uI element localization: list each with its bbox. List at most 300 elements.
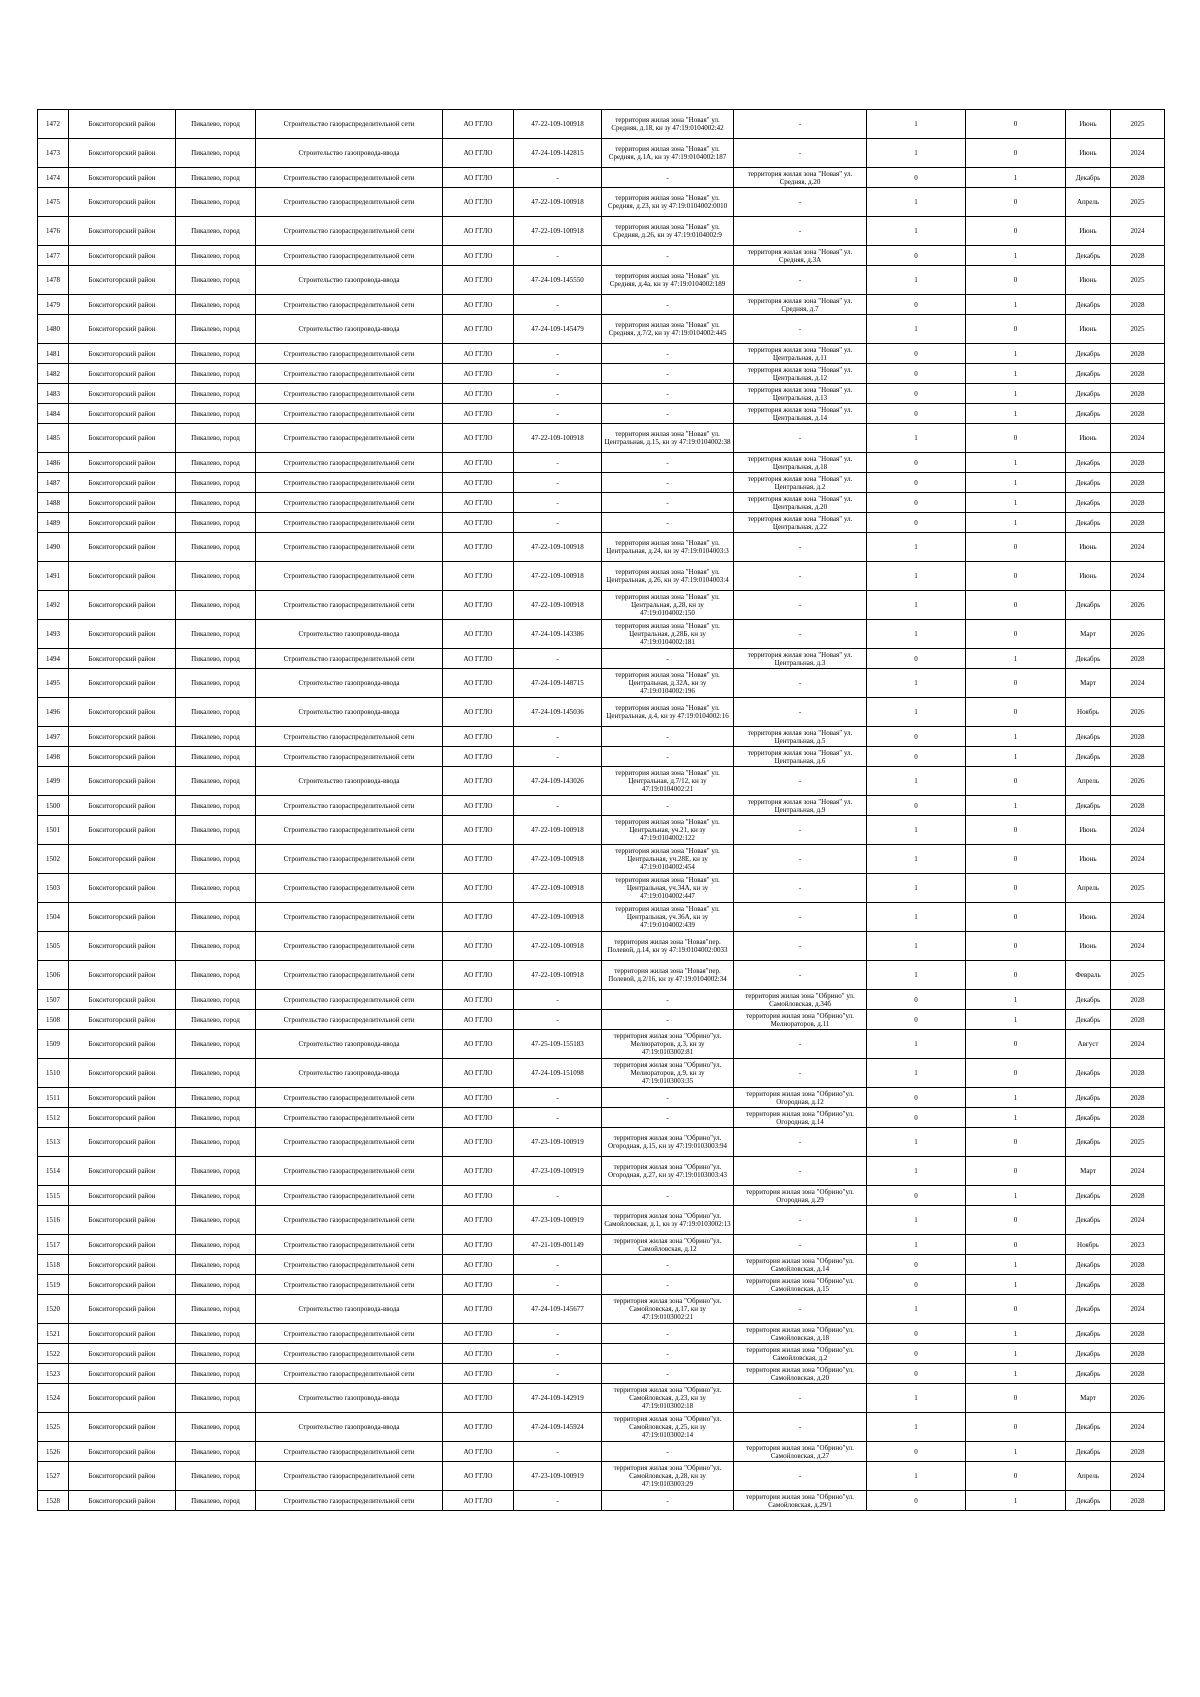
row-number-cell: 1516: [38, 1206, 69, 1235]
year-cell: 2024: [1111, 1030, 1165, 1059]
count-a-cell: 1: [867, 1235, 966, 1255]
row-number-cell: 1499: [38, 767, 69, 796]
row-number-cell: 1490: [38, 533, 69, 562]
contract-code-cell: -: [514, 295, 602, 315]
row-number-cell: 1487: [38, 473, 69, 493]
count-b-cell: 0: [966, 816, 1066, 845]
count-a-cell: 1: [867, 1462, 966, 1491]
address-with-cadastral-cell: -: [602, 796, 734, 816]
count-b-cell: 1: [966, 246, 1066, 266]
year-cell: 2028: [1111, 344, 1165, 364]
district-cell: Бокситогорский район: [69, 1364, 176, 1384]
year-cell: 2028: [1111, 796, 1165, 816]
table-row: [38, 384, 1165, 404]
month-cell: Июнь: [1066, 139, 1111, 168]
count-b-cell: 0: [966, 932, 1066, 961]
row-number-cell: 1498: [38, 747, 69, 767]
address-planned-cell: территория жилая зона "Новая" ул. Средняя, д.7: [734, 295, 867, 315]
work-type-cell: Строительство газопровода-ввода: [256, 1295, 443, 1324]
district-cell: Бокситогорский район: [69, 364, 176, 384]
count-a-cell: 1: [867, 1413, 966, 1442]
count-b-cell: 1: [966, 384, 1066, 404]
organization-cell: АО ГГЛО: [443, 874, 514, 903]
locality-cell: Пикалево, город: [176, 796, 256, 816]
count-a-cell: 0: [867, 1442, 966, 1462]
count-a-cell: 0: [867, 1324, 966, 1344]
table-row: [38, 188, 1165, 217]
address-with-cadastral-cell: территория жилая зона "Новая" ул. Центральная, д.26, кн зу 47:19:0104003:4: [602, 562, 734, 591]
work-type-cell: Строительство газораспределительной сети: [256, 1255, 443, 1275]
work-type-cell: Строительство газораспределительной сети: [256, 1128, 443, 1157]
count-b-cell: 0: [966, 1206, 1066, 1235]
locality-cell: Пикалево, город: [176, 315, 256, 344]
month-cell: Декабрь: [1066, 1206, 1111, 1235]
table-row: [38, 424, 1165, 453]
table-row: [38, 1295, 1165, 1324]
month-cell: Декабрь: [1066, 1275, 1111, 1295]
locality-cell: Пикалево, город: [176, 1275, 256, 1295]
row-number-cell: 1481: [38, 344, 69, 364]
work-type-cell: Строительство газораспределительной сети: [256, 1088, 443, 1108]
work-type-cell: Строительство газораспределительной сети: [256, 932, 443, 961]
district-cell: Бокситогорский район: [69, 1491, 176, 1511]
organization-cell: АО ГГЛО: [443, 932, 514, 961]
count-b-cell: 1: [966, 364, 1066, 384]
organization-cell: АО ГГЛО: [443, 1442, 514, 1462]
address-planned-cell: -: [734, 1128, 867, 1157]
district-cell: Бокситогорский район: [69, 903, 176, 932]
work-type-cell: Строительство газораспределительной сети: [256, 295, 443, 315]
contract-code-cell: 47-21-109-001149: [514, 1235, 602, 1255]
address-with-cadastral-cell: территория жилая зона "Новая" ул. Центральная, уч.21, кн зу 47:19:0104002:122: [602, 816, 734, 845]
locality-cell: Пикалево, город: [176, 845, 256, 874]
table-row: [38, 493, 1165, 513]
table-row: [38, 344, 1165, 364]
count-b-cell: 0: [966, 767, 1066, 796]
count-a-cell: 1: [867, 217, 966, 246]
count-b-cell: 0: [966, 533, 1066, 562]
count-b-cell: 1: [966, 1186, 1066, 1206]
year-cell: 2026: [1111, 767, 1165, 796]
row-number-cell: 1524: [38, 1384, 69, 1413]
address-planned-cell: территория жилая зона "Обрино"ул. Мелиораторов, д.11: [734, 1010, 867, 1030]
year-cell: 2028: [1111, 1491, 1165, 1511]
month-cell: Декабрь: [1066, 649, 1111, 669]
organization-cell: АО ГГЛО: [443, 1059, 514, 1088]
count-b-cell: 0: [966, 110, 1066, 139]
address-planned-cell: территория жилая зона "Новая" ул. Центральная, д.14: [734, 404, 867, 424]
work-type-cell: Строительство газопровода-ввода: [256, 698, 443, 727]
count-a-cell: 1: [867, 816, 966, 845]
address-planned-cell: территория жилая зона "Новая" ул. Центральная, д.12: [734, 364, 867, 384]
address-planned-cell: -: [734, 1030, 867, 1059]
contract-code-cell: -: [514, 1088, 602, 1108]
contract-code-cell: -: [514, 1186, 602, 1206]
address-with-cadastral-cell: -: [602, 384, 734, 404]
locality-cell: Пикалево, город: [176, 1364, 256, 1384]
year-cell: 2024: [1111, 1295, 1165, 1324]
year-cell: 2024: [1111, 562, 1165, 591]
month-cell: Март: [1066, 1384, 1111, 1413]
address-planned-cell: -: [734, 845, 867, 874]
month-cell: Август: [1066, 1030, 1111, 1059]
year-cell: 2028: [1111, 404, 1165, 424]
district-cell: Бокситогорский район: [69, 1344, 176, 1364]
month-cell: Декабрь: [1066, 1108, 1111, 1128]
work-type-cell: Строительство газораспределительной сети: [256, 990, 443, 1010]
year-cell: 2028: [1111, 364, 1165, 384]
locality-cell: Пикалево, город: [176, 493, 256, 513]
address-planned-cell: -: [734, 266, 867, 295]
district-cell: Бокситогорский район: [69, 767, 176, 796]
count-b-cell: 0: [966, 315, 1066, 344]
work-type-cell: Строительство газораспределительной сети: [256, 1462, 443, 1491]
organization-cell: АО ГГЛО: [443, 1157, 514, 1186]
count-a-cell: 0: [867, 1108, 966, 1128]
contract-code-cell: 47-24-109-143386: [514, 620, 602, 649]
year-cell: 2024: [1111, 845, 1165, 874]
row-number-cell: 1528: [38, 1491, 69, 1511]
address-with-cadastral-cell: -: [602, 453, 734, 473]
count-a-cell: 0: [867, 1088, 966, 1108]
contract-code-cell: 47-22-109-100918: [514, 845, 602, 874]
work-type-cell: Строительство газораспределительной сети: [256, 384, 443, 404]
address-with-cadastral-cell: -: [602, 344, 734, 364]
count-a-cell: 0: [867, 404, 966, 424]
locality-cell: Пикалево, город: [176, 424, 256, 453]
contract-code-cell: -: [514, 1442, 602, 1462]
year-cell: 2028: [1111, 1324, 1165, 1344]
year-cell: 2024: [1111, 932, 1165, 961]
table-row: [38, 295, 1165, 315]
year-cell: 2026: [1111, 698, 1165, 727]
contract-code-cell: 47-24-109-151098: [514, 1059, 602, 1088]
locality-cell: Пикалево, город: [176, 453, 256, 473]
row-number-cell: 1486: [38, 453, 69, 473]
locality-cell: Пикалево, город: [176, 932, 256, 961]
address-with-cadastral-cell: -: [602, 1344, 734, 1364]
count-b-cell: 0: [966, 669, 1066, 698]
address-planned-cell: -: [734, 698, 867, 727]
month-cell: Июнь: [1066, 266, 1111, 295]
contract-code-cell: -: [514, 990, 602, 1010]
organization-cell: АО ГГЛО: [443, 404, 514, 424]
count-a-cell: 1: [867, 1384, 966, 1413]
district-cell: Бокситогорский район: [69, 168, 176, 188]
count-b-cell: 0: [966, 188, 1066, 217]
row-number-cell: 1508: [38, 1010, 69, 1030]
row-number-cell: 1523: [38, 1364, 69, 1384]
count-a-cell: 1: [867, 110, 966, 139]
address-with-cadastral-cell: -: [602, 1010, 734, 1030]
locality-cell: Пикалево, город: [176, 110, 256, 139]
district-cell: Бокситогорский район: [69, 1442, 176, 1462]
contract-code-cell: 47-22-109-100918: [514, 816, 602, 845]
address-with-cadastral-cell: -: [602, 493, 734, 513]
district-cell: Бокситогорский район: [69, 384, 176, 404]
address-with-cadastral-cell: территория жилая зона "Новая" ул. Средняя, д.7/2, кн зу 47:19:0104002:445: [602, 315, 734, 344]
year-cell: 2025: [1111, 188, 1165, 217]
locality-cell: Пикалево, город: [176, 669, 256, 698]
district-cell: Бокситогорский район: [69, 1059, 176, 1088]
month-cell: Июнь: [1066, 217, 1111, 246]
address-with-cadastral-cell: территория жилая зона "Новая" ул. Центральная, д.15, кн зу 47:19:0104002:38: [602, 424, 734, 453]
row-number-cell: 1473: [38, 139, 69, 168]
work-type-cell: Строительство газопровода-ввода: [256, 669, 443, 698]
contract-code-cell: -: [514, 384, 602, 404]
address-with-cadastral-cell: территория жилая зона "Новая" ул. Средняя, д.26, кн зу 47:19:0104002:9: [602, 217, 734, 246]
locality-cell: Пикалево, город: [176, 1462, 256, 1491]
count-b-cell: 0: [966, 217, 1066, 246]
contract-code-cell: 47-24-109-142919: [514, 1384, 602, 1413]
locality-cell: Пикалево, город: [176, 364, 256, 384]
address-with-cadastral-cell: территория жилая зона "Новая" ул. Средняя, д.4а, кн зу 47:19:0104002:189: [602, 266, 734, 295]
row-number-cell: 1482: [38, 364, 69, 384]
address-with-cadastral-cell: территория жилая зона "Обрино"ул. Самойловская, д.17, кн зу 47:19:0103002:21: [602, 1295, 734, 1324]
contract-code-cell: -: [514, 1010, 602, 1030]
organization-cell: АО ГГЛО: [443, 453, 514, 473]
row-number-cell: 1512: [38, 1108, 69, 1128]
table-row: [38, 591, 1165, 620]
locality-cell: Пикалево, город: [176, 266, 256, 295]
count-b-cell: 1: [966, 473, 1066, 493]
contract-code-cell: 47-24-109-142815: [514, 139, 602, 168]
organization-cell: АО ГГЛО: [443, 669, 514, 698]
address-with-cadastral-cell: -: [602, 990, 734, 1010]
table-row: [38, 1344, 1165, 1364]
contract-code-cell: 47-23-109-100919: [514, 1157, 602, 1186]
address-with-cadastral-cell: -: [602, 727, 734, 747]
district-cell: Бокситогорский район: [69, 453, 176, 473]
contract-code-cell: 47-22-109-100918: [514, 562, 602, 591]
year-cell: 2024: [1111, 816, 1165, 845]
contract-code-cell: 47-25-109-155183: [514, 1030, 602, 1059]
district-cell: Бокситогорский район: [69, 796, 176, 816]
table-row: [38, 1186, 1165, 1206]
table-row: [38, 246, 1165, 266]
count-a-cell: 1: [867, 767, 966, 796]
table-row: [38, 1442, 1165, 1462]
row-number-cell: 1495: [38, 669, 69, 698]
district-cell: Бокситогорский район: [69, 246, 176, 266]
work-type-cell: Строительство газораспределительной сети: [256, 1324, 443, 1344]
organization-cell: АО ГГЛО: [443, 424, 514, 453]
district-cell: Бокситогорский район: [69, 1157, 176, 1186]
year-cell: 2028: [1111, 1364, 1165, 1384]
address-with-cadastral-cell: -: [602, 747, 734, 767]
organization-cell: АО ГГЛО: [443, 1275, 514, 1295]
year-cell: 2028: [1111, 747, 1165, 767]
district-cell: Бокситогорский район: [69, 473, 176, 493]
month-cell: Декабрь: [1066, 747, 1111, 767]
count-a-cell: 1: [867, 1295, 966, 1324]
locality-cell: Пикалево, город: [176, 344, 256, 364]
year-cell: 2028: [1111, 1186, 1165, 1206]
organization-cell: АО ГГЛО: [443, 266, 514, 295]
month-cell: Декабрь: [1066, 1324, 1111, 1344]
count-b-cell: 1: [966, 168, 1066, 188]
contract-code-cell: -: [514, 168, 602, 188]
address-planned-cell: территория жилая зона "Новая" ул. Центральная, д.9: [734, 796, 867, 816]
locality-cell: Пикалево, город: [176, 649, 256, 669]
locality-cell: Пикалево, город: [176, 620, 256, 649]
table-row: [38, 1030, 1165, 1059]
contract-code-cell: 47-24-109-145924: [514, 1413, 602, 1442]
locality-cell: Пикалево, город: [176, 990, 256, 1010]
month-cell: Июнь: [1066, 533, 1111, 562]
address-planned-cell: -: [734, 1235, 867, 1255]
organization-cell: АО ГГЛО: [443, 1364, 514, 1384]
count-a-cell: 0: [867, 990, 966, 1010]
count-b-cell: 0: [966, 874, 1066, 903]
contract-code-cell: 47-22-109-100918: [514, 932, 602, 961]
organization-cell: АО ГГЛО: [443, 990, 514, 1010]
contract-code-cell: 47-22-109-100918: [514, 533, 602, 562]
count-b-cell: 0: [966, 1128, 1066, 1157]
contract-code-cell: 47-23-109-100919: [514, 1206, 602, 1235]
month-cell: Ноябрь: [1066, 698, 1111, 727]
row-number-cell: 1484: [38, 404, 69, 424]
count-a-cell: 1: [867, 562, 966, 591]
locality-cell: Пикалево, город: [176, 295, 256, 315]
district-cell: Бокситогорский район: [69, 1235, 176, 1255]
address-with-cadastral-cell: территория жилая зона "Новая" ул. Центральная, д.7/12, кн зу 47:19:0104002:21: [602, 767, 734, 796]
row-number-cell: 1527: [38, 1462, 69, 1491]
address-planned-cell: территория жилая зона "Обрино"ул. Самойловская, д.15: [734, 1275, 867, 1295]
organization-cell: АО ГГЛО: [443, 747, 514, 767]
month-cell: Июнь: [1066, 903, 1111, 932]
contract-code-cell: 47-22-109-100918: [514, 874, 602, 903]
address-planned-cell: территория жилая зона "Обрино"ул. Огородная, д.14: [734, 1108, 867, 1128]
work-type-cell: Строительство газораспределительной сети: [256, 188, 443, 217]
table-row: [38, 217, 1165, 246]
count-b-cell: 1: [966, 1442, 1066, 1462]
district-cell: Бокситогорский район: [69, 669, 176, 698]
contract-code-cell: -: [514, 364, 602, 384]
month-cell: Декабрь: [1066, 1295, 1111, 1324]
contract-code-cell: 47-24-109-145036: [514, 698, 602, 727]
district-cell: Бокситогорский район: [69, 845, 176, 874]
address-planned-cell: -: [734, 669, 867, 698]
count-a-cell: 0: [867, 168, 966, 188]
work-type-cell: Строительство газораспределительной сети: [256, 903, 443, 932]
count-b-cell: 1: [966, 649, 1066, 669]
work-type-cell: Строительство газораспределительной сети: [256, 513, 443, 533]
organization-cell: АО ГГЛО: [443, 315, 514, 344]
organization-cell: АО ГГЛО: [443, 1128, 514, 1157]
count-b-cell: 1: [966, 493, 1066, 513]
year-cell: 2025: [1111, 1128, 1165, 1157]
row-number-cell: 1489: [38, 513, 69, 533]
address-planned-cell: территория жилая зона "Новая" ул. Центральная, д.22: [734, 513, 867, 533]
district-cell: Бокситогорский район: [69, 816, 176, 845]
address-planned-cell: территория жилая зона "Новая" ул. Центральная, д.13: [734, 384, 867, 404]
address-planned-cell: территория жилая зона "Новая" ул. Средняя, д.3А: [734, 246, 867, 266]
count-b-cell: 0: [966, 1235, 1066, 1255]
count-a-cell: 1: [867, 424, 966, 453]
contract-code-cell: 47-24-109-148715: [514, 669, 602, 698]
organization-cell: АО ГГЛО: [443, 1010, 514, 1030]
address-planned-cell: территория жилая зона "Обрино"ул. Самойловская, д.14: [734, 1255, 867, 1275]
count-b-cell: 0: [966, 620, 1066, 649]
table-row: [38, 266, 1165, 295]
address-with-cadastral-cell: территория жилая зона "Новая" ул. Средняя, д.23, кн зу 47:19:0104002:0010: [602, 188, 734, 217]
address-with-cadastral-cell: территория жилая зона "Новая" ул. Центральная, д.4, кн зу 47:19:0104002:16: [602, 698, 734, 727]
table-row: [38, 1235, 1165, 1255]
contract-code-cell: -: [514, 473, 602, 493]
table-row: [38, 1128, 1165, 1157]
month-cell: Июнь: [1066, 562, 1111, 591]
organization-cell: АО ГГЛО: [443, 1088, 514, 1108]
table-row: [38, 903, 1165, 932]
address-planned-cell: территория жилая зона "Новая" ул. Центральная, д.11: [734, 344, 867, 364]
row-number-cell: 1519: [38, 1275, 69, 1295]
contract-code-cell: 47-22-109-100918: [514, 110, 602, 139]
count-a-cell: 1: [867, 932, 966, 961]
address-planned-cell: территория жилая зона "Обрино"ул. Огородная, д.29: [734, 1186, 867, 1206]
year-cell: 2025: [1111, 874, 1165, 903]
locality-cell: Пикалево, город: [176, 1344, 256, 1364]
row-number-cell: 1500: [38, 796, 69, 816]
month-cell: Декабрь: [1066, 168, 1111, 188]
count-b-cell: 0: [966, 424, 1066, 453]
month-cell: Декабрь: [1066, 364, 1111, 384]
locality-cell: Пикалево, город: [176, 1030, 256, 1059]
address-with-cadastral-cell: территория жилая зона "Новая" ул. Центральная, уч.34А, кн зу 47:19:0104002:447: [602, 874, 734, 903]
contract-code-cell: -: [514, 649, 602, 669]
locality-cell: Пикалево, город: [176, 473, 256, 493]
address-planned-cell: территория жилая зона "Обрино"ул. Самойловская, д.18: [734, 1324, 867, 1344]
locality-cell: Пикалево, город: [176, 1295, 256, 1324]
address-with-cadastral-cell: территория жилая зона "Новая"пер. Полевой, д.2/16, кн зу 47:19:0104002:34: [602, 961, 734, 990]
month-cell: Декабрь: [1066, 246, 1111, 266]
row-number-cell: 1478: [38, 266, 69, 295]
organization-cell: АО ГГЛО: [443, 344, 514, 364]
address-planned-cell: -: [734, 1157, 867, 1186]
count-a-cell: 0: [867, 364, 966, 384]
address-with-cadastral-cell: территория жилая зона "Новая"пер. Полевой, д.14, кн зу 47:19:0104002:0033: [602, 932, 734, 961]
count-a-cell: 0: [867, 649, 966, 669]
row-number-cell: 1506: [38, 961, 69, 990]
address-planned-cell: -: [734, 533, 867, 562]
contract-code-cell: -: [514, 404, 602, 424]
table-body: [38, 110, 1165, 1511]
month-cell: Декабрь: [1066, 1413, 1111, 1442]
locality-cell: Пикалево, город: [176, 1157, 256, 1186]
month-cell: Декабрь: [1066, 473, 1111, 493]
count-a-cell: 1: [867, 620, 966, 649]
contract-code-cell: -: [514, 344, 602, 364]
district-cell: Бокситогорский район: [69, 620, 176, 649]
address-with-cadastral-cell: территория жилая зона "Обрино"ул. Огородная, д.15, кн зу 47:19:0103003:94: [602, 1128, 734, 1157]
count-a-cell: 0: [867, 513, 966, 533]
table-row: [38, 649, 1165, 669]
organization-cell: АО ГГЛО: [443, 1108, 514, 1128]
year-cell: 2025: [1111, 266, 1165, 295]
count-b-cell: 0: [966, 562, 1066, 591]
address-planned-cell: -: [734, 767, 867, 796]
work-type-cell: Строительство газопровода-ввода: [256, 620, 443, 649]
count-a-cell: 1: [867, 1030, 966, 1059]
locality-cell: Пикалево, город: [176, 1186, 256, 1206]
address-planned-cell: -: [734, 874, 867, 903]
district-cell: Бокситогорский район: [69, 562, 176, 591]
address-with-cadastral-cell: -: [602, 1324, 734, 1344]
address-planned-cell: территория жилая зона "Новая" ул. Центральная, д.6: [734, 747, 867, 767]
organization-cell: АО ГГЛО: [443, 1462, 514, 1491]
address-with-cadastral-cell: территория жилая зона "Обрино"ул. Самойловская, д.28, кн зу 47:19:0103003:29: [602, 1462, 734, 1491]
organization-cell: АО ГГЛО: [443, 493, 514, 513]
